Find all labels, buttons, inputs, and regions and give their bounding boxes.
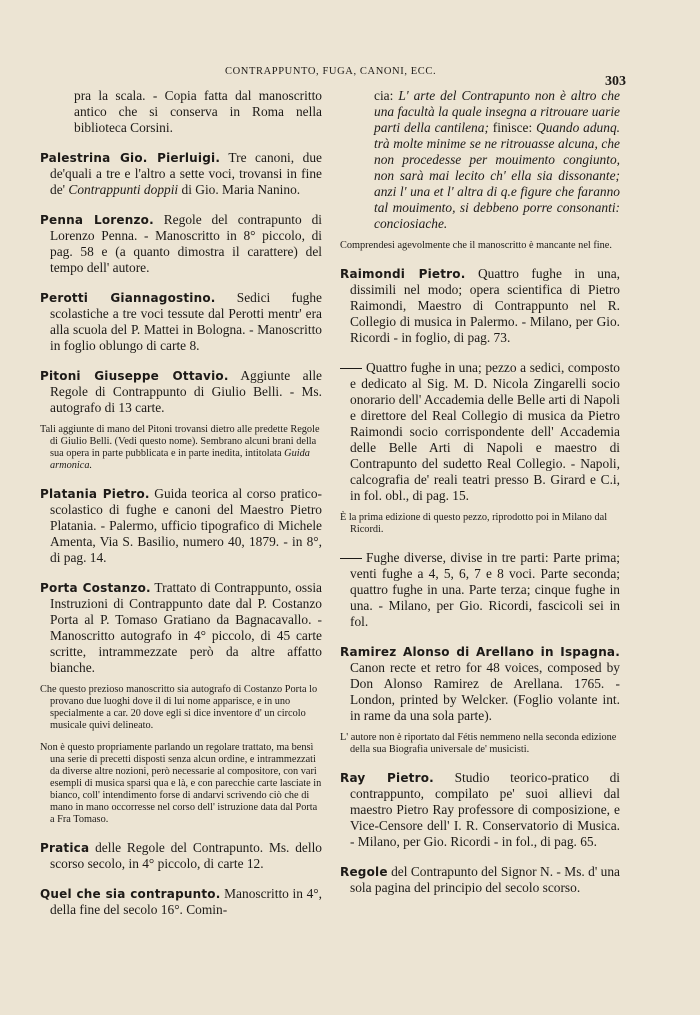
entry-ray xyxy=(340,770,620,850)
ditto-dash xyxy=(340,368,362,369)
note-text: Non è questo propriamente parlando un regolare trattato, ma bensì una serie di precetti disposti senza alcun ordine, e intrammezzati da diverse altre nozioni, però necessarie al compositore, con vari esempli di musica sparsi qua e là, e con parecchie carte lasciate in bianco, coll' intendimento forse di andarvi scrivendo ciò che di mano in mano occorresse nel corso dell' istruzione data dal Porta a Fra Tomaso. xyxy=(40,742,322,826)
entry-text: Fughe diverse, divise in tre parti: Parte prima; venti fughe a 4, 5, 6, 7 e 8 voci. Parte seconda; quattro fughe in una. Parte terza; cinque fughe in una. - Milano, per Gio. Ricordi, fascicoli sei in fol. xyxy=(350,550,620,629)
note-text-part: Tali aggiunte di mano del Pitoni trovansi dietro alle predette Regole di Giulio Belli. (Vedi questo nome). Sembrano alcuni brani della sua opera in parte pubblicata e in parte inedita, intitolata xyxy=(40,424,320,459)
entry-heading: Quel che sia contrapunto. xyxy=(40,887,221,902)
entry-penna xyxy=(40,212,322,276)
entry-text: del Contrapunto del Signor N. - Ms. d' una sola pagina del principio del secolo scorso. xyxy=(350,864,620,895)
entry-platania xyxy=(40,486,322,566)
entry-text: delle Regole del Contrapunto. Ms. dello scorso secolo, in 4° piccolo, di carte 12. xyxy=(50,840,322,872)
entry-pratica xyxy=(40,840,322,872)
entry-italic-title: Contrappunti doppii xyxy=(68,182,179,197)
entry-raimondi-3 xyxy=(340,550,620,630)
entry-heading: Raimondi Pietro. xyxy=(340,267,466,281)
entry-pitoni xyxy=(40,368,322,416)
entry-text: di Gio. Maria Nanino. xyxy=(178,182,301,197)
entry-body xyxy=(340,644,620,724)
entry-text: Tre canoni, due de'quali a tre e l'altro a sette voci, trovansi in fine de' xyxy=(50,150,322,197)
entry-body xyxy=(40,290,322,354)
entry-quel-che-sia xyxy=(40,886,322,918)
entry-text: Canon recte et retro for 48 voices, composed by Don Alonso Ramirez de Arellana. 1765. - London, printed by Welcker. (Foglio volante int. in rame da una sola parte). xyxy=(350,660,620,723)
note-italic-title: Guida armonica. xyxy=(50,448,310,471)
entry-body xyxy=(340,266,620,346)
running-head: CONTRAPPUNTO, FUGA, CANONI, ECC. xyxy=(225,66,437,77)
entry-porta xyxy=(40,580,322,676)
entry-text: Studio teorico-pratico di contrappunto, compilato pe' suoi allievi dal maestro Pietro Ray professore di composizione, e Vice-Censore dell' I. R. Conservatorio di Musica. - Milano, per Gio. Ricordi - in fol., di pag. 65. xyxy=(350,770,620,849)
entry-text: Sedici fughe scolastiche a tre voci tessute dal Perotti mentr' era alla scuola del P. Mattei in Bologna. - Manoscritto in foglio oblungo di carte 8. xyxy=(50,290,322,353)
entry-text: Aggiunte alle Regole di Contrappunto di Giulio Belli. - Ms. autografo di 13 carte. xyxy=(50,368,322,415)
entry-quotation: L' arte del Contrapunto non è altro che una facultà la quale insegna a ritrouare uarie parti della cantilena; xyxy=(374,88,620,135)
note-text xyxy=(40,424,322,472)
entry-text: cia: xyxy=(374,88,399,103)
entry-heading: Platania Pietro. xyxy=(40,487,150,501)
entry-body xyxy=(40,368,322,416)
note-text: Comprendesi agevolmente che il manoscritto è mancante nel fine. xyxy=(340,240,612,251)
entry-body xyxy=(40,886,322,918)
entry-body xyxy=(40,840,322,872)
entry-raimondi-2 xyxy=(340,360,620,504)
right-column xyxy=(340,88,620,910)
entry-body: pra la scala. - Copia fatta dal manoscritto antico che si conserva in Roma nella biblioteca Corsini. xyxy=(74,88,322,135)
entry-text: Quattro fughe in una, dissimili nel modo; opera scientifica di Pietro Raimondi, Maestro di Contrappunto nel R. Collegio di musica in Palermo. - Milano, per Gio. Ricordi - in foglio, di pag. 73. xyxy=(350,266,620,345)
note-text: L' autore non è riportato dal Fétis nemmeno nella seconda edizione della sua Biografia universale de' musicisti. xyxy=(340,732,617,755)
entry-body xyxy=(340,770,620,850)
entry-heading: Ramirez Alonso di Arellano in Ispagna. xyxy=(340,645,620,659)
entry-text: finisce: xyxy=(488,120,537,135)
entry-heading: Ray Pietro. xyxy=(340,771,434,785)
entry-text: Manoscritto in 4°, della fine del secolo 16°. Comin- xyxy=(50,886,322,918)
entry-text: Guida teorica al corso pratico-scolastico di fughe e canoni del Maestro Pietro Platania. - Palermo, ufficio tipografico di Michele Amenta, Via S. Basilio, numero 40, 1879. - in 8°, di pag. 14. xyxy=(50,486,322,565)
entry-regole xyxy=(340,864,620,896)
entry-heading: Pitoni Giuseppe Ottavio. xyxy=(40,369,229,383)
entry-text: Quattro fughe in una; pezzo a sedici, composto e dedicato al Sig. M. D. Nicola Zingarelli socio onorario dell' Accademia delle Belle arti di Napoli e direttore del Real Collegio di musica da Pietro Raimondi socio corrispondente dell' Accademia delle Belle Arti di Napoli e maestro di Contrapunto del sudetto Real Collegio. - Napoli, calcografia de' reali teatri presso B. Girard e C.i, in fol. obl., di pag. 15. xyxy=(350,360,620,503)
entry-heading: Palestrina Gio. Pierluigi. xyxy=(40,151,221,165)
entry-continuation xyxy=(40,88,322,136)
entry-continuation xyxy=(340,88,620,232)
entry-note xyxy=(40,424,322,472)
entry-heading: Regole xyxy=(340,865,388,879)
entry-body xyxy=(40,580,322,676)
ditto-dash xyxy=(340,558,362,559)
entry-palestrina xyxy=(40,150,322,198)
entry-text: Trattato di Contrappunto, ossia Instruzioni di Contrappunto date dal P. Costanzo Porta al P. Tomaso Gratiano da Bagnacavallo. - Manoscritto autografo in 4° piccolo, di 45 carte scritte, intrammezzate però da altre affatto bianche. xyxy=(50,580,322,675)
entry-text: Regole del contrapunto di Lorenzo Penna. - Manoscritto in 8° piccolo, di pag. 58 e (a quanto dimostra il carattere) del tempo dell' autore. xyxy=(50,212,322,275)
entry-body xyxy=(40,150,322,198)
note-text: È la prima edizione di questo pezzo, riprodotto poi in Milano dal Ricordi. xyxy=(340,512,608,535)
entry-body xyxy=(340,88,620,232)
entry-note xyxy=(340,240,620,252)
entry-note xyxy=(340,732,620,756)
entry-perotti xyxy=(40,290,322,354)
entry-body xyxy=(40,212,322,276)
page-number: 303 xyxy=(605,74,626,89)
entry-note xyxy=(340,512,620,536)
entry-body xyxy=(340,864,620,896)
entry-quotation: Quando adunq. trà molte minime se ne ritrouasse alcuna, che non procedesse per mouimento congiunto, non sarà mai lecito ch' ella sia dissonante; anzi l' una et l' altra di q.e figure che faranno tal mouimento, si debbeno porre consonanti: conciosiache. xyxy=(374,120,620,231)
entry-body xyxy=(40,486,322,566)
entry-note xyxy=(40,684,322,826)
entry-heading: Pratica xyxy=(40,841,90,856)
entry-body xyxy=(340,550,620,630)
entry-ramirez xyxy=(340,644,620,724)
left-column xyxy=(40,88,322,932)
entry-heading: Porta Costanzo. xyxy=(40,581,151,595)
entry-heading: Penna Lorenzo. xyxy=(40,213,154,227)
entry-heading: Perotti Giannagostino. xyxy=(40,291,216,305)
entry-raimondi xyxy=(340,266,620,346)
entry-body xyxy=(340,360,620,504)
note-text: Che questo prezioso manoscritto sia autografo di Costanzo Porta lo provano due luoghi dove il di lui nome apparisce, e in uno specialmente a car. 20 dove egli si dice inventore d' un circolo musicale quivi delineato. xyxy=(40,684,318,731)
